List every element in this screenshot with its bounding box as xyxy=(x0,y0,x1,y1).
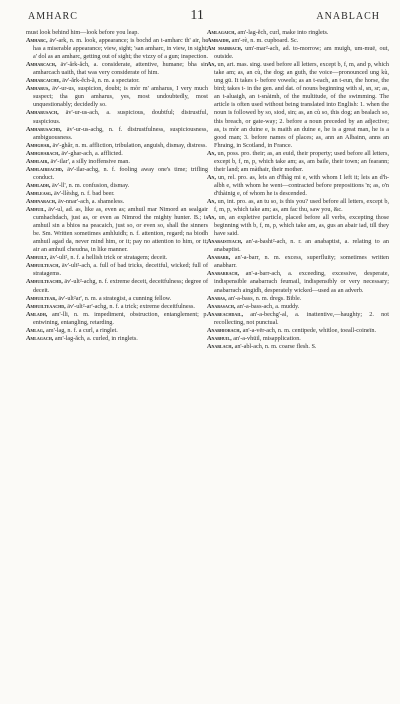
entry-headword: Amharusachd, xyxy=(26,125,62,133)
dictionary-entry xyxy=(26,303,208,311)
entry-headword: An, xyxy=(207,214,216,222)
right-column xyxy=(207,29,389,351)
entry-definition: āv'-ghar-ach, a. afflicted. xyxy=(61,149,123,157)
dictionary-entry xyxy=(207,343,389,351)
entry-headword: An, xyxy=(207,197,216,205)
dictionary-entry xyxy=(26,109,208,125)
entry-headword: Amhuilt, xyxy=(26,254,49,262)
dictionary-entry xyxy=(207,29,389,37)
entry-definition: an'-a-vēr-ach, n. m. centipede, whitloe, toeall-coineïn. xyxy=(242,326,377,334)
entry-definition: āv'-llèshg, n. f. bad beer. xyxy=(54,189,115,197)
dictionary-entry xyxy=(26,77,208,85)
entry-headword: Anabaisteach, xyxy=(207,238,243,246)
left-running-head: AMHARC xyxy=(28,11,78,22)
entry-headword: Amharcach, xyxy=(26,61,57,69)
dictionary-entry xyxy=(207,214,389,238)
page-number: 11 xyxy=(190,8,204,23)
dictionary-entry xyxy=(26,278,208,294)
dictionary-entry xyxy=(207,45,389,61)
entry-definition: āv'-ul, ad. as, like as, even as; amhuil mar Nimord an sealgair cumhachdach, just as, or even as Nimrod the mighty hunter. B.; is amhuil sin a bhios na peacaich, just so, or even so, shall the sinners be. Sm. Written sometimes amhluidh; n. f. attention, regard; na biodh amhuil agad da, never mind him, or it; pay no attention to him, or it; air an amhuil cheudna, in like manner. xyxy=(33,206,209,254)
entry-headword: Amhlair, xyxy=(26,157,49,165)
entry-definition: āv'-ult²-ach, a. full of bad tricks, deceitful, wicked; full of stratagems. xyxy=(33,262,209,278)
entry-definition: un, an expletive particle, placed before all verbs, excepting those beginning with b, f, m, p, which take am, as, gus an abair iad, till they have said. xyxy=(214,214,389,238)
entry-definition: āv'-ur-us, suspicion, doubt; is mòr m' amharus, I very much suspect; tha gun amharus, yes, most undoubtedly, most unquestionably; decidedly so. xyxy=(33,85,208,109)
entry-definition: un, art. mas. sing. used before all letters, except b, f, m, and p, which take am; as, an cù, the dog; an guth, the voice—pronounced ung kù, ung gū. It takes t- before vowels; as an t-each, an t-eun, the horse, the bird; takes t- in the gen. and dat. of nouns beginning with sl, sn, sr; as, an t-aluaigh, an t-snàimh, of the multitude, of the swimming. The article is often used without being translated into English: 1. when the noun is followed by so, siod, sin; as, an cù so, this dog; an bealach so, this breach, or gate-way; 2. before a noun preceded by an adjective; as, is mòr an duine e, is maith an duine e, he is a great man, he is a good man; 3. before names of places; as, ann an Albainn, anns an Fhraing, in Scotland, in France. xyxy=(214,61,390,149)
entry-headword: Amhuilteach, xyxy=(26,262,60,270)
entry-headword: Anabas, xyxy=(207,294,227,302)
entry-definition: an'-a-bechg'-al, a. inattentive,—haughty; 2. not recollecting, not punctual. xyxy=(214,310,389,326)
dictionary-entry xyxy=(207,198,389,214)
dictionary-entry xyxy=(26,254,208,262)
entry-definition: āv'-ark, n. m. look, appearance; is bochd an t-amharc th' air, he has a miserable appearance; view, sight; 'san amharc, in view, in sight; a' dol as an amharc, getting out of sight; the vizzy of a gun; inspection. xyxy=(33,37,209,61)
entry-definition: āv'-ilar', a silly inoffensive man. xyxy=(50,157,130,165)
entry-headword: Amhgharach, xyxy=(26,149,60,157)
entry-headword: Anabarr, xyxy=(207,254,231,262)
entry-headword: Amhleasg, xyxy=(26,189,53,197)
entry-headword: Amharus, xyxy=(26,85,50,93)
entry-headword: Anabarrach, xyxy=(207,270,240,278)
dictionary-entry xyxy=(26,142,208,150)
entry-headword: Amhuilteachd, xyxy=(26,278,63,286)
entry-headword: Amharusach, xyxy=(26,109,59,117)
dictionary-entry xyxy=(26,335,208,343)
entry-headword: Amladh, xyxy=(26,310,48,318)
dictionary-entry xyxy=(26,37,208,61)
dictionary-entry xyxy=(26,190,208,198)
page-header xyxy=(28,8,380,24)
entry-definition: an'-abl-ach, n. m. coarse flesh. S. xyxy=(234,342,317,350)
entry-headword: Anabasach, xyxy=(207,302,236,310)
entry-definition: an'-a-barr-ach, a. exceeding, excessive, desperate, indispensible anabarrach feumail, indispensibly or very necessary; anabarrach aingidh, desperately wicked—used as an adverb. xyxy=(214,270,389,294)
entry-definition: am'-lli, n. m. impediment, obstruction, entanglement; p. entwining, entangling, retarding. xyxy=(33,310,208,326)
entry-definition: am'-lag-ĕch, curl, make into ringlets. xyxy=(237,29,329,36)
dictionary-entry xyxy=(26,206,208,254)
entry-headword: An, xyxy=(207,173,216,181)
entry-headword: Amhuil, xyxy=(26,206,47,214)
dictionary-entry xyxy=(26,327,208,335)
dictionary-entry xyxy=(207,303,389,311)
entry-definition: āv'-ghăr, n. m. affliction, tribulation, anguish, dismay, distress. xyxy=(52,141,207,149)
dictionary-entry xyxy=(26,198,208,206)
entry-definition: am'-rè, n. m. cupboard. Sc. xyxy=(231,37,299,45)
right-running-head: ANABLACH xyxy=(316,11,380,22)
dictionary-entry xyxy=(207,238,389,254)
entry-definition: āv'-ilar-achg, n. f. fooling away one's time; trifling conduct. xyxy=(33,165,208,181)
dictionary-entry xyxy=(26,29,208,37)
entry-headword: An, xyxy=(207,149,216,157)
dictionary-entry xyxy=(207,174,389,198)
entry-definition: un, poss. pro. their; as, an euid, their property; used before all letters, except b, f, m, p, which take am; as, am baile, their town; an fearann; their land; am màthair, their mother. xyxy=(214,149,390,173)
entry-definition: an'-a-bass-ach, a. muddy. xyxy=(237,302,300,310)
entry-definition: um'-mar²-ach, ad. to-morrow; am muigh, um-muē, out, outside. xyxy=(214,45,390,61)
dictionary-entry xyxy=(26,85,208,109)
entry-headword: Amhlaireachd, xyxy=(26,165,64,173)
dictionary-entry xyxy=(207,295,389,303)
dictionary-entry xyxy=(26,295,208,303)
entry-headword: An, xyxy=(207,61,216,69)
entry-headword: Amlagach, xyxy=(26,334,54,342)
entry-definition: āv'-ult², n. f. a hellish trick or stratagem; deceit. xyxy=(49,254,168,262)
dictionary-entry xyxy=(26,262,208,278)
entry-headword: Amhnarach, xyxy=(26,197,57,205)
entry-headword: Amraidh, xyxy=(207,37,231,45)
entry-headword: Amhuilteaachd, xyxy=(26,302,66,310)
entry-definition: an'-a-bass, n. m. dregs. Bible. xyxy=(228,294,302,302)
entry-headword: Amlag, xyxy=(26,326,45,334)
entry-definition: am'-lag-ăch, a. curled, in ringlets. xyxy=(54,334,138,342)
entry-headword: Anabhiorach, xyxy=(207,326,242,334)
entry-definition: āv'-ult²-achg, n. f. extreme deceit, deceitfulness; degree of deceit. xyxy=(33,278,209,294)
entry-headword: Amharc, xyxy=(26,37,48,45)
dictionary-entry xyxy=(26,182,208,190)
entry-headword: Anablach, xyxy=(207,342,234,350)
dictionary-entry xyxy=(207,150,389,174)
dictionary-entry xyxy=(26,166,208,182)
entry-headword: Amhladh, xyxy=(26,181,51,189)
entry-definition: un, int. pro. as, an tu so, is this you? used before all letters, except b, f, m, p, which take am; as, am fac thu, saw you, &c. xyxy=(214,197,389,214)
entry-definition: an'-a-vhūil, misapplication. xyxy=(233,334,301,342)
entry-headword: Anabeachdail, xyxy=(207,310,244,318)
dictionary-entry xyxy=(26,61,208,77)
entry-definition: an'-a-barr, n. m. excess, superfluity; sometimes written anabharr. xyxy=(214,254,390,270)
entry-definition: an'-a-basht²-ach, n. r. an anabaptist, a. relating to an anabaptist. xyxy=(214,238,389,254)
dictionary-entry xyxy=(207,335,389,343)
entry-definition: āv'-ărk-ăch, a. considerate, attentive, humane; bha sin amharcach uaith, that was very considerate of him. xyxy=(33,61,208,77)
dictionary-entry xyxy=(26,126,208,142)
entry-headword: Amhuiltear, xyxy=(26,294,57,302)
dictionary-entry xyxy=(207,270,389,294)
dictionary-entry xyxy=(207,327,389,335)
dictionary-entry xyxy=(26,158,208,166)
entry-definition: must look behind him—look before you leap. xyxy=(26,29,139,36)
entry-headword: Am mairbach, xyxy=(207,45,243,53)
entry-definition: āv'-ur-us-ach, a. suspicious, doubtful; distrustful, suspicious. xyxy=(33,109,208,125)
entry-definition: āv'-ur-us-achg, n. f. distrustfulness, suspiciousness, ambiguousness. xyxy=(33,125,208,141)
dictionary-entry xyxy=(26,311,208,327)
entry-headword: Amlagaich, xyxy=(207,29,236,36)
entry-definition: āv-nnar'-ach, a. shameless. xyxy=(58,197,125,205)
entry-headword: Amharcaiche, xyxy=(26,77,61,85)
entry-definition: āv'-ult²-ar'-achg, n. f. a trick; extreme deceitfulness. xyxy=(67,302,195,310)
dictionary-entry xyxy=(207,311,389,327)
entry-headword: Amhghar, xyxy=(26,141,51,149)
entry-definition: āv'-ll', n. m. confusion, dismay. xyxy=(52,181,130,189)
left-column xyxy=(26,29,208,343)
dictionary-entry xyxy=(207,61,389,150)
entry-definition: am'-lag, n. f. a curl, a ringlet. xyxy=(46,326,118,334)
entry-definition: un, rel. pro. as, leis an d'fhàg mi e, with whom I left it; leis an d'h-albh e, with whom he went—contracted before prepositions 'n; as, o'n d'thàinig e, of whom he is descended. xyxy=(214,173,390,197)
entry-definition: āv'-ult²ar', n. m. a strategist, a cunning fellow. xyxy=(58,294,172,302)
dictionary-entry xyxy=(26,150,208,158)
dictionary-entry xyxy=(207,254,389,270)
dictionary-entry xyxy=(207,37,389,45)
entry-headword: Anabhuil, xyxy=(207,334,232,342)
entry-definition: āv'-ărk-ĕch-ă, n. m. a spectator. xyxy=(62,77,140,85)
